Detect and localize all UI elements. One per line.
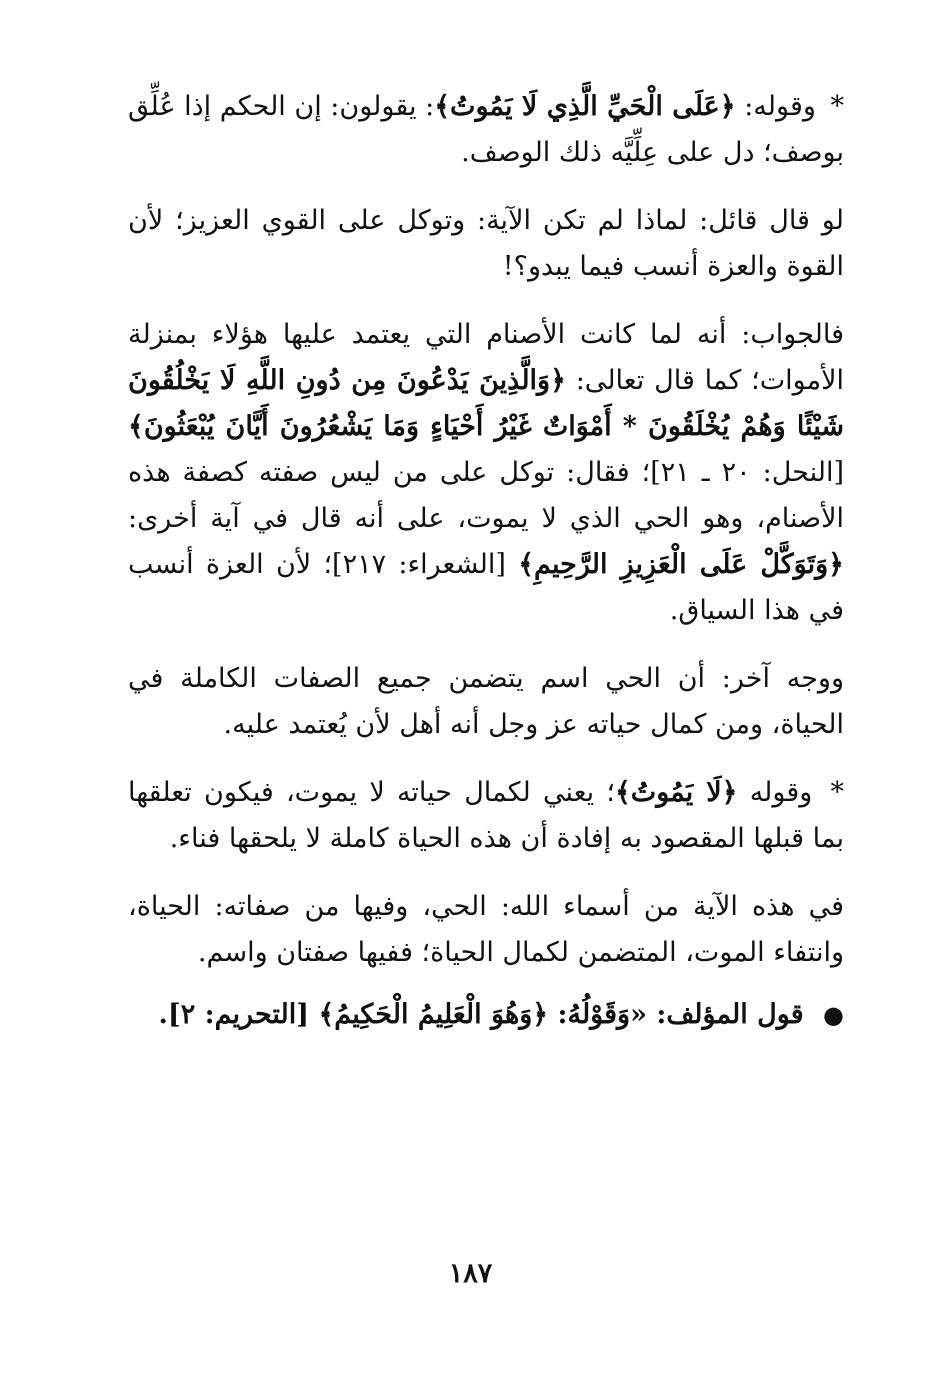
- paragraph-lead: وقوله:: [735, 91, 825, 122]
- quran-verse: ﴿عَلَى الْحَيِّ الَّذِي لَا يَمُوتُ﴾: [434, 91, 736, 122]
- paragraph-text: ووجه آخر: أن الحي اسم يتضمن جميع الصفات الكاملة في الحياة، ومن كمال حياته عز وجل أنه أهل لأن يُعتمد عليه.: [128, 663, 844, 740]
- page-number: ١٨٧: [448, 1258, 493, 1289]
- verse-reference: [التحريم: ٢].: [158, 999, 319, 1030]
- quran-verse: ﴿لَا يَمُوتُ﴾: [614, 777, 738, 808]
- paragraph-names-and-attributes: [128, 884, 844, 976]
- paragraph-text: ؛ يعني لكمال حياته لا يموت، فيكون تعلقها بما قبلها المقصود به إفادة أن هذه الحياة كاملة لا يلحقها فناء.: [128, 777, 844, 854]
- paragraph-text: في هذه الآية من أسماء الله: الحي، وفيها من صفاته: الحياة، وانتفاء الموت، المتضمن لكمال الحياة؛ ففيها صفتان واسم.: [128, 891, 844, 968]
- paragraph-question: [128, 198, 844, 290]
- quran-verse: ﴿وَتَوَكَّلْ عَلَى الْعَزِيزِ الرَّحِيمِ﴾: [518, 549, 844, 580]
- quran-verse: ﴿وَهُوَ الْعَلِيمُ الْحَكِيمُ﴾: [318, 999, 549, 1030]
- page-body: [128, 84, 844, 1060]
- paragraph-answer: [128, 312, 844, 634]
- paragraph-text: : يقولون: إن الحكم إذا عُلِّق بوصف؛ دل على عِلِّيَّه ذلك الوصف.: [128, 91, 844, 168]
- paragraph-text: [الشعراء: ٢١٧]؛ لأن العزة أنسب في هذا السياق.: [128, 549, 844, 626]
- paragraph-living-who-does-not-die: [128, 84, 844, 176]
- bullet-icon: ●: [823, 1000, 844, 1029]
- paragraph-lead: فالجواب: أنه لما كانت الأصنام التي يعتمد عليها هؤلاء بمنزلة الأموات؛ كما قال تعالى:: [128, 319, 844, 396]
- paragraph-another-aspect: [128, 656, 844, 748]
- author-lead: قول المؤلف: «وَقَوْلُهُ:: [548, 999, 814, 1030]
- paragraph-text: [النحل: ٢٠ ـ ٢١]؛ فقال: توكل على من ليس صفته كصفة هذه الأصنام، وهو الحي الذي لا يموت، على أنه قال في آية أخرى:: [128, 457, 845, 534]
- paragraph-lead: وقوله: [737, 777, 825, 808]
- paragraph-text: لو قال قائل: لماذا لم تكن الآية: وتوكل على القوي العزيز؛ لأن القوة والعزة أنسب فيما يبدو؟!: [128, 205, 844, 282]
- star-marker: *: [830, 91, 844, 122]
- star-marker: *: [830, 777, 844, 808]
- author-statement: [128, 992, 844, 1038]
- paragraph-does-not-die: [128, 770, 844, 862]
- quran-verse: ﴿وَالَّذِينَ يَدْعُونَ مِن دُونِ اللَّهِ لَا يَخْلُقُونَ شَيْئًا وَهُمْ يُخْلَقُونَ * أَمْوَاتٌ غَيْرُ أَحْيَاءٍ وَمَا يَشْعُرُونَ أَيَّانَ يُبْعَثُونَ﴾: [128, 365, 844, 442]
